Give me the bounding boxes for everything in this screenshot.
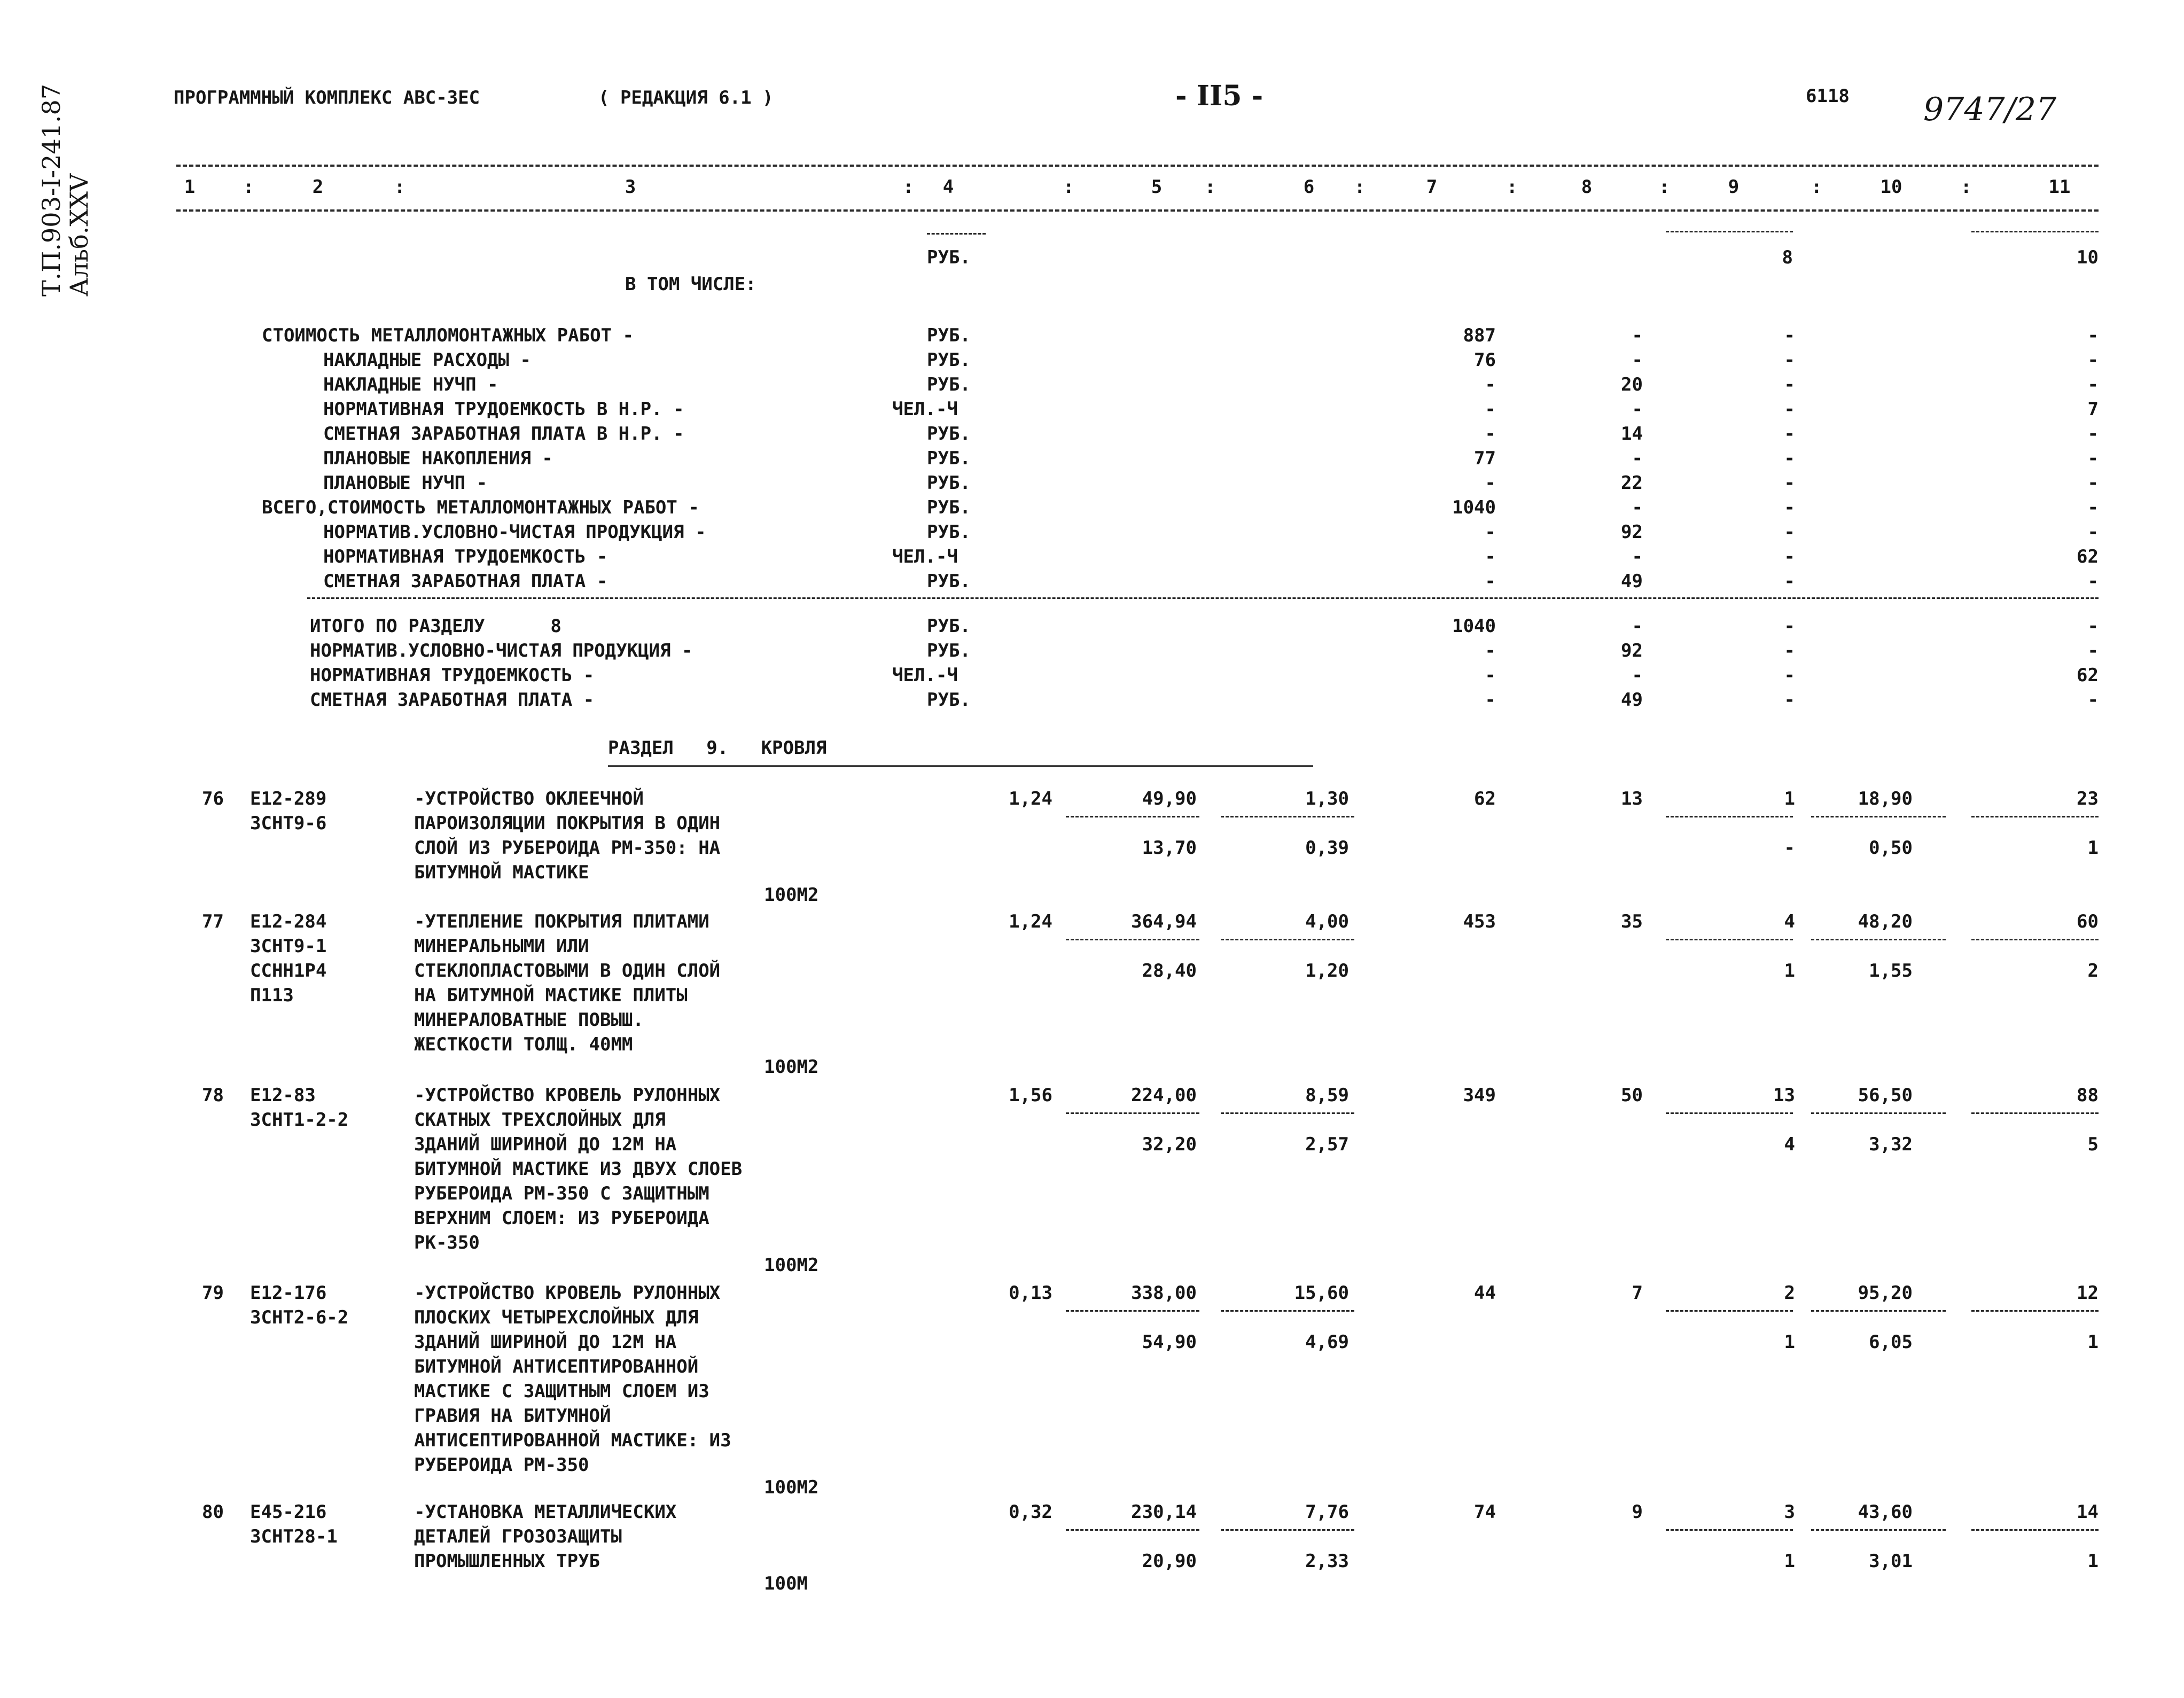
- item-c11: 88: [2077, 1085, 2099, 1106]
- item-c8: 50: [1621, 1085, 1643, 1106]
- item-c8: 13: [1621, 788, 1643, 809]
- summary-c11: -: [2087, 349, 2099, 371]
- rule-unit: [927, 233, 986, 235]
- item-c11-wage: 1: [2087, 837, 2099, 859]
- top-c11: 10: [2077, 247, 2099, 268]
- summary-c7: -: [1485, 399, 1496, 420]
- item-description: ПЛОСКИХ ЧЕТЫРЕХСЛОЙНЫХ ДЛЯ: [414, 1307, 699, 1328]
- column-number: 3: [625, 176, 636, 198]
- item-c11-wage: 1: [2087, 1331, 2099, 1353]
- summary-c7: -: [1485, 423, 1496, 445]
- section-title: РАЗДЕЛ 9. КРОВЛЯ: [608, 737, 827, 759]
- item-c9-wage: 4: [1784, 1134, 1795, 1155]
- summary-c9: -: [1784, 640, 1795, 661]
- column-divider: :: [1811, 176, 1822, 198]
- fraction-rule: [1811, 816, 1946, 817]
- summary-c8: -: [1632, 546, 1643, 567]
- item-description: МИНЕРАЛОВАТНЫЕ ПОВЫШ.: [414, 1009, 644, 1031]
- page-number: - II5 -: [1175, 80, 1263, 112]
- summary-label: НАКЛАДНЫЕ НУЧП -: [323, 374, 498, 395]
- fraction-rule: [1221, 1112, 1354, 1114]
- top-unit: РУБ.: [927, 247, 971, 268]
- item-c6: 1,30: [1305, 788, 1349, 809]
- summary-c7: -: [1485, 640, 1496, 661]
- summary-c8: -: [1632, 497, 1643, 518]
- summary-unit: РУБ.: [927, 472, 971, 494]
- item-code: Е12-176: [250, 1282, 327, 1304]
- item-description: -УТЕПЛЕНИЕ ПОКРЫТИЯ ПЛИТАМИ: [414, 911, 709, 932]
- summary-label: СТОИМОСТЬ МЕТАЛЛОМОНТАЖНЫХ РАБОТ -: [262, 325, 634, 346]
- summary-label: СМЕТНАЯ ЗАРАБОТНАЯ ПЛАТА В Н.Р. -: [323, 423, 684, 445]
- item-c6-wage: 1,20: [1305, 960, 1349, 982]
- summary-c8: -: [1632, 399, 1643, 420]
- item-c5: 364,94: [1131, 911, 1197, 932]
- summary-c8: 49: [1621, 689, 1643, 711]
- item-description: РУБЕРОИДА РМ-350: [414, 1454, 589, 1476]
- fraction-rule: [1666, 1310, 1793, 1312]
- item-c6: 7,76: [1305, 1501, 1349, 1523]
- summary-c9: -: [1784, 448, 1795, 469]
- summary-label: НАКЛАДНЫЕ РАСХОДЫ -: [323, 349, 531, 371]
- summary-c9: -: [1784, 497, 1795, 518]
- item-description: СТЕКЛОПЛАСТОВЫМИ В ОДИН СЛОЙ: [414, 960, 721, 982]
- item-c9-wage: 1: [1784, 1331, 1795, 1353]
- item-qty: 1,24: [1009, 788, 1052, 809]
- summary-c9: -: [1784, 546, 1795, 567]
- summary-label: НОРМАТИВ.УСЛОВНО-ЧИСТАЯ ПРОДУКЦИЯ -: [323, 521, 706, 543]
- summary-c8: -: [1632, 665, 1643, 686]
- item-code: ЗСНТ1-2-2: [250, 1109, 349, 1131]
- item-description: БИТУМНОЙ МАСТИКЕ ИЗ ДВУХ СЛОЕВ: [414, 1158, 743, 1180]
- summary-c9: -: [1784, 374, 1795, 395]
- item-c7: 44: [1474, 1282, 1496, 1304]
- summary-c11: 62: [2077, 665, 2099, 686]
- item-code: Е12-83: [250, 1085, 316, 1106]
- fraction-rule: [1066, 939, 1199, 940]
- item-c10: 43,60: [1858, 1501, 1913, 1523]
- item-c7: 74: [1474, 1501, 1496, 1523]
- column-number: 7: [1426, 176, 1438, 198]
- summary-c11: -: [2087, 571, 2099, 592]
- summary-c8: 92: [1621, 521, 1643, 543]
- column-number: 10: [1880, 176, 1902, 198]
- summary-c8: 20: [1621, 374, 1643, 395]
- item-description: -УСТРОЙСТВО ОКЛЕЕЧНОЙ: [414, 788, 644, 809]
- fraction-rule: [1666, 1529, 1793, 1531]
- item-code: Е45-216: [250, 1501, 327, 1523]
- item-description: РУБЕРОИДА РМ-350 С ЗАЩИТНЫМ: [414, 1183, 709, 1204]
- column-divider: :: [1354, 176, 1366, 198]
- summary-c9: -: [1784, 521, 1795, 543]
- item-code: ССНН1Р4: [250, 960, 327, 982]
- item-c7: 453: [1463, 911, 1496, 932]
- fraction-rule: [1066, 1310, 1199, 1312]
- item-c5: 49,90: [1142, 788, 1197, 809]
- item-c7: 62: [1474, 788, 1496, 809]
- item-qty: 1,24: [1009, 911, 1052, 932]
- column-number: 6: [1303, 176, 1315, 198]
- summary-c11: -: [2087, 689, 2099, 711]
- item-c10: 95,20: [1858, 1282, 1913, 1304]
- summary-label: НОРМАТИВ.УСЛОВНО-ЧИСТАЯ ПРОДУКЦИЯ -: [310, 640, 693, 661]
- sheet-number: 9747/27: [1923, 91, 2057, 128]
- header-rule-bottom: [176, 209, 2099, 212]
- summary-unit: РУБ.: [927, 448, 971, 469]
- summary-c9: -: [1784, 472, 1795, 494]
- summary-c11: 62: [2077, 546, 2099, 567]
- item-c10-wage: 1,55: [1869, 960, 1913, 982]
- item-description: АНТИСЕПТИРОВАННОЙ МАСТИКЕ: ИЗ: [414, 1430, 731, 1451]
- summary-unit: РУБ.: [927, 689, 971, 711]
- item-c9-wage: -: [1784, 837, 1795, 859]
- item-unit: 100М2: [764, 1477, 819, 1498]
- totals-rule: [307, 597, 2099, 599]
- document-code: 6118: [1806, 85, 1850, 107]
- summary-label: НОРМАТИВНАЯ ТРУДОЕМКОСТЬ -: [310, 665, 595, 686]
- summary-c9: -: [1784, 349, 1795, 371]
- fraction-rule: [1221, 816, 1354, 817]
- summary-c11: -: [2087, 640, 2099, 661]
- summary-c9: -: [1784, 423, 1795, 445]
- summary-unit: РУБ.: [927, 571, 971, 592]
- item-number: 78: [202, 1085, 224, 1106]
- fraction-rule: [1666, 816, 1793, 817]
- summary-c7: -: [1485, 546, 1496, 567]
- item-description: МИНЕРАЛЬНЫМИ ИЛИ: [414, 936, 589, 957]
- summary-c7: -: [1485, 374, 1496, 395]
- fraction-rule: [1811, 1529, 1946, 1531]
- summary-c11: 7: [2087, 399, 2099, 420]
- item-c5: 338,00: [1131, 1282, 1197, 1304]
- summary-unit: РУБ.: [927, 374, 971, 395]
- summary-c7: -: [1485, 472, 1496, 494]
- summary-c11: -: [2087, 521, 2099, 543]
- column-number: 9: [1728, 176, 1740, 198]
- fraction-rule: [1971, 1310, 2099, 1312]
- item-unit: 100М2: [764, 884, 819, 906]
- side-stamp: Т.П.903-I-241.87 Альб.XXV: [37, 83, 93, 297]
- fraction-rule: [1811, 1112, 1946, 1114]
- item-number: 79: [202, 1282, 224, 1304]
- column-number: 2: [312, 176, 324, 198]
- item-code: Е12-284: [250, 911, 327, 932]
- item-qty: 0,32: [1009, 1501, 1052, 1523]
- item-c9: 1: [1784, 788, 1795, 809]
- item-c11: 23: [2077, 788, 2099, 809]
- summary-c11: -: [2087, 423, 2099, 445]
- summary-c8: 92: [1621, 640, 1643, 661]
- column-number: 8: [1581, 176, 1593, 198]
- item-c10: 18,90: [1858, 788, 1913, 809]
- summary-c8: 22: [1621, 472, 1643, 494]
- summary-c9: -: [1784, 616, 1795, 637]
- fraction-rule: [1221, 1310, 1354, 1312]
- item-c9: 13: [1773, 1085, 1795, 1106]
- summary-label: СМЕТНАЯ ЗАРАБОТНАЯ ПЛАТА -: [310, 689, 595, 711]
- item-description: ВЕРХНИМ СЛОЕМ: ИЗ РУБЕРОИДА: [414, 1208, 709, 1229]
- item-description: ПРОМЫШЛЕННЫХ ТРУБ: [414, 1551, 600, 1572]
- column-number: 4: [942, 176, 954, 198]
- section-underline: [608, 765, 1313, 769]
- fraction-rule: [1811, 939, 1946, 940]
- item-c11-wage: 2: [2087, 960, 2099, 982]
- item-c5-wage: 54,90: [1142, 1331, 1197, 1353]
- incl-label: В ТОМ ЧИСЛЕ:: [625, 274, 756, 295]
- item-c6-wage: 0,39: [1305, 837, 1349, 859]
- column-divider: :: [1961, 176, 1972, 198]
- column-divider: :: [243, 176, 254, 198]
- fraction-rule: [1971, 1529, 2099, 1531]
- item-c11-wage: 5: [2087, 1134, 2099, 1155]
- item-c10-wage: 3,01: [1869, 1551, 1913, 1572]
- item-description: -УСТРОЙСТВО КРОВЕЛЬ РУЛОННЫХ: [414, 1085, 721, 1106]
- summary-c9: -: [1784, 689, 1795, 711]
- item-c9-wage: 1: [1784, 1551, 1795, 1572]
- item-c5: 230,14: [1131, 1501, 1197, 1523]
- summary-c7: -: [1485, 521, 1496, 543]
- item-c8: 9: [1632, 1501, 1643, 1523]
- item-code: ЗСНТ9-6: [250, 813, 327, 834]
- item-c6-wage: 2,33: [1305, 1551, 1349, 1572]
- item-c7: 349: [1463, 1085, 1496, 1106]
- program-edition: ( РЕДАКЦИЯ 6.1 ): [598, 87, 774, 108]
- item-description: ЖЕСТКОСТИ ТОЛЩ. 40ММ: [414, 1034, 633, 1055]
- summary-unit: РУБ.: [927, 423, 971, 445]
- summary-c11: -: [2087, 325, 2099, 346]
- fraction-rule: [1971, 816, 2099, 817]
- summary-c9: -: [1784, 399, 1795, 420]
- item-c9: 4: [1784, 911, 1795, 932]
- column-divider: :: [394, 176, 405, 198]
- summary-c9: -: [1784, 665, 1795, 686]
- item-description: БИТУМНОЙ МАСТИКЕ: [414, 862, 589, 883]
- summary-unit: РУБ.: [927, 349, 971, 371]
- item-c10-wage: 6,05: [1869, 1331, 1913, 1353]
- item-c11: 60: [2077, 911, 2099, 932]
- summary-c11: -: [2087, 374, 2099, 395]
- item-unit: 100М2: [764, 1255, 819, 1276]
- item-c6: 15,60: [1294, 1282, 1349, 1304]
- summary-c7: 887: [1463, 325, 1496, 346]
- fraction-rule: [1971, 939, 2099, 940]
- item-c5: 224,00: [1131, 1085, 1197, 1106]
- fraction-rule: [1066, 816, 1199, 817]
- item-code: ЗСНТ28-1: [250, 1526, 338, 1547]
- item-c8: 7: [1632, 1282, 1643, 1304]
- item-code: П113: [250, 985, 294, 1006]
- summary-label: СМЕТНАЯ ЗАРАБОТНАЯ ПЛАТА -: [323, 571, 608, 592]
- item-description: -УСТРОЙСТВО КРОВЕЛЬ РУЛОННЫХ: [414, 1282, 721, 1304]
- summary-label: ПЛАНОВЫЕ НУЧП -: [323, 472, 488, 494]
- summary-c7: -: [1485, 689, 1496, 711]
- fraction-rule: [1066, 1112, 1199, 1114]
- item-qty: 1,56: [1009, 1085, 1052, 1106]
- item-c10-wage: 3,32: [1869, 1134, 1913, 1155]
- item-number: 77: [202, 911, 224, 932]
- summary-c8: -: [1632, 448, 1643, 469]
- item-number: 80: [202, 1501, 224, 1523]
- summary-label: ИТОГО ПО РАЗДЕЛУ 8: [310, 616, 561, 637]
- column-number: 1: [184, 176, 196, 198]
- summary-c7: -: [1485, 665, 1496, 686]
- item-description: СЛОЙ ИЗ РУБЕРОИДА РМ-350: НА: [414, 837, 721, 859]
- top-c9: 8: [1782, 247, 1793, 268]
- item-c11: 14: [2077, 1501, 2099, 1523]
- column-number: 5: [1151, 176, 1163, 198]
- item-c10: 56,50: [1858, 1085, 1913, 1106]
- rule-c9: [1666, 231, 1793, 232]
- item-description: РК-350: [414, 1232, 480, 1253]
- item-description: БИТУМНОЙ АНТИСЕПТИРОВАННОЙ: [414, 1356, 699, 1377]
- item-c9-wage: 1: [1784, 960, 1795, 982]
- item-code: ЗСНТ9-1: [250, 936, 327, 957]
- item-c5-wage: 20,90: [1142, 1551, 1197, 1572]
- item-code: ЗСНТ2-6-2: [250, 1307, 349, 1328]
- item-description: ПАРОИЗОЛЯЦИИ ПОКРЫТИЯ В ОДИН: [414, 813, 721, 834]
- summary-c9: -: [1784, 571, 1795, 592]
- item-c5-wage: 32,20: [1142, 1134, 1197, 1155]
- fraction-rule: [1221, 1529, 1354, 1531]
- item-description: ГРАВИЯ НА БИТУМНОЙ: [414, 1405, 611, 1427]
- summary-c11: -: [2087, 472, 2099, 494]
- item-c6-wage: 4,69: [1305, 1331, 1349, 1353]
- item-description: СКАТНЫХ ТРЕХСЛОЙНЫХ ДЛЯ: [414, 1109, 666, 1131]
- item-c9: 2: [1784, 1282, 1795, 1304]
- item-c5-wage: 28,40: [1142, 960, 1197, 982]
- summary-c8: -: [1632, 349, 1643, 371]
- item-unit: 100М2: [764, 1056, 819, 1078]
- item-code: Е12-289: [250, 788, 327, 809]
- summary-c11: -: [2087, 616, 2099, 637]
- summary-unit: РУБ.: [927, 521, 971, 543]
- summary-c7: 1040: [1452, 497, 1496, 518]
- summary-c7: 1040: [1452, 616, 1496, 637]
- item-c11-wage: 1: [2087, 1551, 2099, 1572]
- fraction-rule: [1666, 1112, 1793, 1114]
- item-number: 76: [202, 788, 224, 809]
- summary-label: НОРМАТИВНАЯ ТРУДОЕМКОСТЬ -: [323, 546, 608, 567]
- summary-unit: РУБ.: [927, 497, 971, 518]
- item-description: МАСТИКЕ С ЗАЩИТНЫМ СЛОЕМ ИЗ: [414, 1381, 709, 1402]
- item-unit: 100М: [764, 1573, 808, 1594]
- summary-unit: РУБ.: [927, 325, 971, 346]
- summary-unit: ЧЕЛ.-Ч: [892, 546, 958, 567]
- header-rule-top: [176, 165, 2099, 167]
- rule-c11: [1971, 231, 2099, 232]
- summary-c7: 77: [1474, 448, 1496, 469]
- item-description: ЗДАНИЙ ШИРИНОЙ ДО 12М НА: [414, 1134, 677, 1155]
- fraction-rule: [1066, 1529, 1199, 1531]
- summary-unit: РУБ.: [927, 640, 971, 661]
- fraction-rule: [1971, 1112, 2099, 1114]
- item-c10: 48,20: [1858, 911, 1913, 932]
- item-qty: 0,13: [1009, 1282, 1052, 1304]
- summary-c11: -: [2087, 448, 2099, 469]
- item-c6-wage: 2,57: [1305, 1134, 1349, 1155]
- summary-unit: ЧЕЛ.-Ч: [892, 399, 958, 420]
- fraction-rule: [1666, 939, 1793, 940]
- summary-c7: 76: [1474, 349, 1496, 371]
- summary-c8: -: [1632, 616, 1643, 637]
- item-c6: 8,59: [1305, 1085, 1349, 1106]
- summary-label: ВСЕГО,СТОИМОСТЬ МЕТАЛЛОМОНТАЖНЫХ РАБОТ -: [262, 497, 699, 518]
- summary-c11: -: [2087, 497, 2099, 518]
- summary-c8: 49: [1621, 571, 1643, 592]
- column-divider: :: [903, 176, 914, 198]
- item-description: НА БИТУМНОЙ МАСТИКЕ ПЛИТЫ: [414, 985, 688, 1006]
- item-c8: 35: [1621, 911, 1643, 932]
- fraction-rule: [1811, 1310, 1946, 1312]
- program-name: ПРОГРАММНЫЙ КОМПЛЕКС АВС-ЗЕС: [174, 87, 480, 108]
- item-c11: 12: [2077, 1282, 2099, 1304]
- item-description: ДЕТАЛЕЙ ГРОЗОЗАЩИТЫ: [414, 1526, 622, 1547]
- item-c6: 4,00: [1305, 911, 1349, 932]
- item-c9: 3: [1784, 1501, 1795, 1523]
- fraction-rule: [1221, 939, 1354, 940]
- summary-unit: ЧЕЛ.-Ч: [892, 665, 958, 686]
- item-c5-wage: 13,70: [1142, 837, 1197, 859]
- column-divider: :: [1659, 176, 1670, 198]
- column-number: 11: [2048, 176, 2071, 198]
- summary-c7: -: [1485, 571, 1496, 592]
- column-divider: :: [1063, 176, 1074, 198]
- summary-c8: -: [1632, 325, 1643, 346]
- summary-unit: РУБ.: [927, 616, 971, 637]
- summary-label: НОРМАТИВНАЯ ТРУДОЕМКОСТЬ В Н.Р. -: [323, 399, 684, 420]
- item-description: ЗДАНИЙ ШИРИНОЙ ДО 12М НА: [414, 1331, 677, 1353]
- item-c10-wage: 0,50: [1869, 837, 1913, 859]
- summary-c8: 14: [1621, 423, 1643, 445]
- item-description: -УСТАНОВКА МЕТАЛЛИЧЕСКИХ: [414, 1501, 677, 1523]
- column-divider: :: [1205, 176, 1216, 198]
- summary-label: ПЛАНОВЫЕ НАКОПЛЕНИЯ -: [323, 448, 553, 469]
- summary-c9: -: [1784, 325, 1795, 346]
- column-divider: :: [1507, 176, 1518, 198]
